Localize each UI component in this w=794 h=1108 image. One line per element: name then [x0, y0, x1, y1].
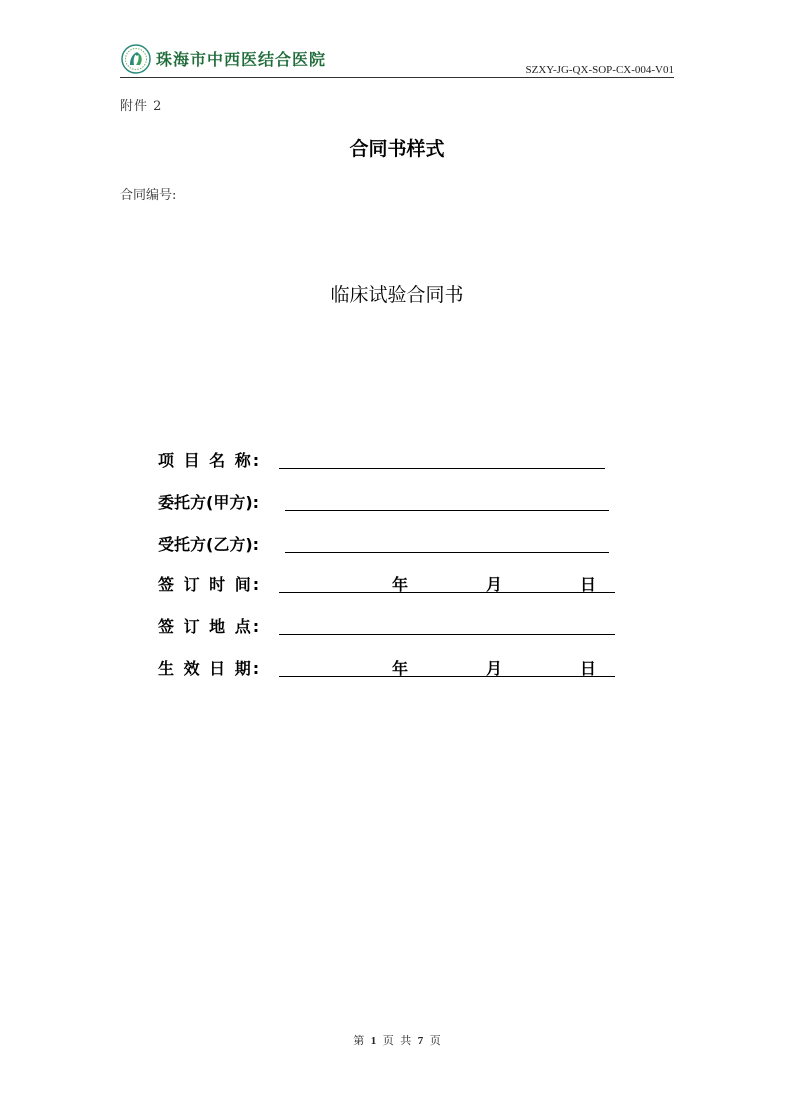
form-title: 合同书样式 — [349, 138, 445, 160]
footer-total-unit: 页 — [429, 1034, 441, 1047]
field-sign-place — [158, 614, 618, 640]
total-pages: 7 — [417, 1035, 424, 1047]
footer-prefix: 第 — [353, 1034, 365, 1047]
main-title: 临床试验合同书 — [330, 284, 464, 306]
contract-number-label: 合同编号: — [120, 188, 177, 203]
day-label: 日 — [580, 659, 597, 678]
year-label: 年 — [392, 575, 409, 594]
attachment-label: 附件 2 — [120, 99, 163, 114]
blank-line — [279, 592, 615, 593]
field-label: 委托方(甲方): — [158, 493, 260, 512]
field-party-b — [158, 532, 618, 558]
blank-line — [279, 676, 615, 677]
footer-page-unit: 页 — [382, 1034, 394, 1047]
blank-line — [285, 510, 609, 511]
page-footer — [0, 1032, 794, 1048]
document-code: SZXY-JG-QX-SOP-CX-004-V01 — [525, 64, 674, 76]
blank-line — [279, 634, 615, 635]
field-party-a — [158, 490, 618, 516]
month-label: 月 — [486, 659, 503, 678]
field-effective-date — [158, 656, 618, 682]
day-label: 日 — [580, 575, 597, 594]
field-label: 签 订 时 间: — [158, 575, 262, 594]
blank-line — [279, 468, 605, 469]
month-label: 月 — [486, 575, 503, 594]
field-project-name — [158, 448, 618, 474]
field-label: 签 订 地 点: — [158, 617, 262, 636]
page-number: 1 — [370, 1035, 377, 1047]
header-divider — [120, 77, 674, 78]
year-label: 年 — [392, 659, 409, 678]
field-sign-date — [158, 572, 618, 598]
blank-line — [285, 552, 609, 553]
footer-total-prefix: 共 — [400, 1034, 412, 1047]
field-label: 生 效 日 期: — [158, 659, 262, 678]
field-label: 项 目 名 称: — [158, 451, 262, 470]
hospital-logo-icon — [121, 44, 151, 74]
hospital-name: 珠海市中西医结合医院 — [156, 50, 327, 69]
field-label: 受托方(乙方): — [158, 535, 260, 554]
